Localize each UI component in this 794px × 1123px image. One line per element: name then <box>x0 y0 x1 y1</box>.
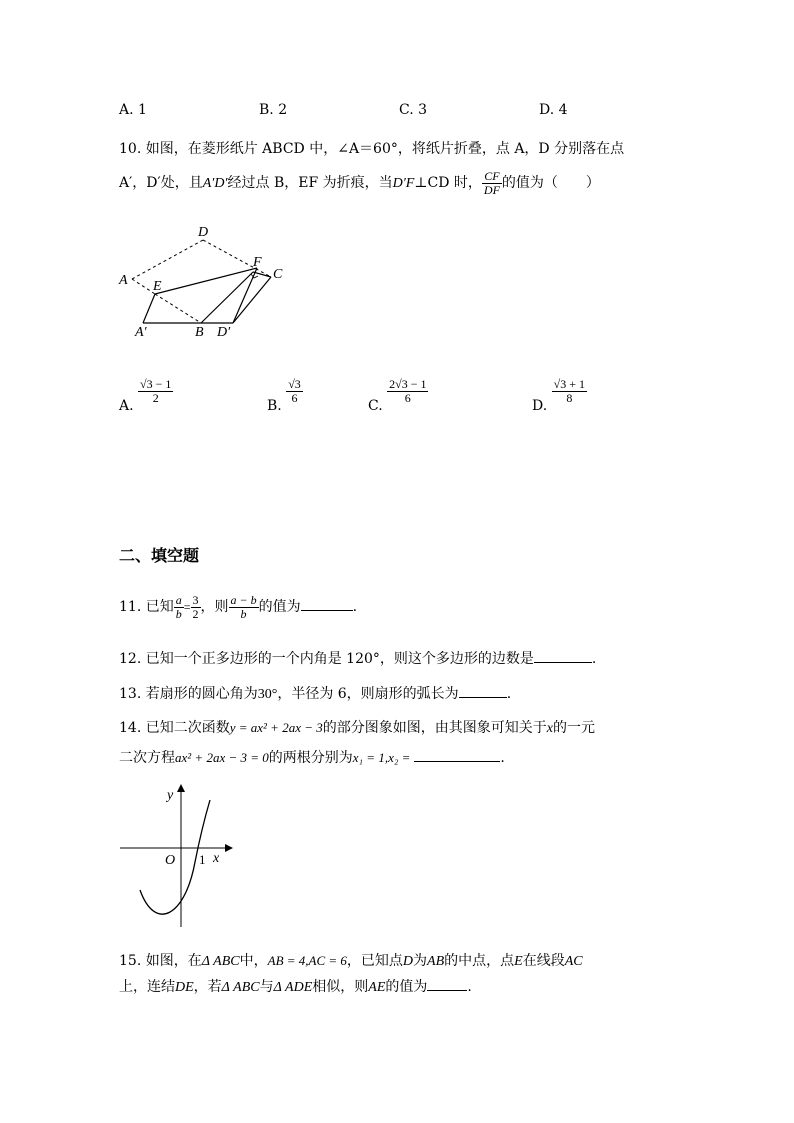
y-axis-arrow <box>177 784 185 792</box>
option-letter: A. <box>119 397 134 414</box>
answer-blank[interactable] <box>534 648 592 663</box>
question-text: ，半径为 6，则扇形的弧长为 <box>277 686 459 702</box>
q9-option-d <box>539 102 568 118</box>
question-text: 若扇形的圆心角为 <box>145 686 258 702</box>
answer-blank[interactable] <box>459 683 507 698</box>
option-letter: D. <box>539 102 555 118</box>
question-number: 10. <box>119 141 142 157</box>
question-text: 如图，在菱形纸片 ABCD 中，∠A＝60°，将纸片折叠，点 A，D 分别落在点 <box>145 141 625 157</box>
equals-sign: = <box>183 600 191 614</box>
q10-rhombus-figure <box>115 222 315 342</box>
punctuation: . <box>467 979 472 995</box>
math-segment: A′D′ <box>202 176 228 191</box>
q9-option-b <box>259 102 287 118</box>
question-text: ，若 <box>193 979 222 995</box>
question-text: 的值为（ ） <box>501 175 600 191</box>
q15-line2 <box>119 976 472 997</box>
option-fraction <box>387 378 428 405</box>
option-fraction <box>138 378 173 405</box>
edge-fc <box>253 272 271 277</box>
segment-ab: AB <box>427 954 445 969</box>
edge-bc <box>201 272 253 323</box>
q10-option-b <box>267 377 303 414</box>
question-text: 经过点 B，EF 为折痕，当 <box>227 175 393 191</box>
option-letter: B. <box>259 102 274 118</box>
question-text: 上，连结 <box>119 979 175 995</box>
fraction-denominator: 2 <box>152 391 159 405</box>
triangle-abc: Δ ABC <box>201 954 240 969</box>
answer-blank[interactable] <box>427 976 467 991</box>
question-text: 二次方程 <box>119 750 175 766</box>
answer-blank[interactable] <box>414 747 500 762</box>
question-text: 的中点，点 <box>444 953 515 969</box>
edge-ea1 <box>143 294 155 323</box>
punctuation: . <box>500 750 505 766</box>
question-text: ⊥CD 时， <box>414 175 482 191</box>
fraction-numerator: 3 <box>192 592 199 607</box>
q10-line2 <box>119 168 600 199</box>
fraction-numerator: √3 <box>288 377 301 391</box>
punctuation: . <box>506 686 512 702</box>
fold-line-ef <box>155 268 257 294</box>
segment-de: DE <box>175 980 194 995</box>
fraction-denominator: 6 <box>291 391 298 405</box>
option-fraction <box>552 378 587 405</box>
variable-x: x <box>546 721 553 736</box>
label-d: D <box>198 225 209 240</box>
fraction-denominator: 6 <box>404 391 411 405</box>
label-one: 1 <box>199 852 206 867</box>
question-text: 已知一个正多边形的一个内角是 120°，则这个多边形的边数是 <box>145 651 534 667</box>
question-number: 13. <box>119 686 142 702</box>
q10-option-c <box>368 377 428 414</box>
option-value: 4 <box>558 102 568 118</box>
fraction-denominator: DF <box>483 182 500 197</box>
dashed-edge-ad <box>132 240 203 279</box>
option-value: 3 <box>418 102 428 118</box>
fraction-denominator: 2 <box>192 606 199 621</box>
question-text: ，则 <box>200 599 229 615</box>
label-x: x <box>213 851 220 866</box>
question-text: 如图，在 <box>145 953 202 969</box>
label-c: C <box>273 267 283 282</box>
q10-line1 <box>119 140 624 158</box>
label-a: A <box>119 273 128 288</box>
label-a-prime: A′ <box>135 325 147 340</box>
roots-expression: x₁ = 1,x₂ = <box>352 750 411 765</box>
fraction-a-b <box>174 594 184 621</box>
fraction-numerator: √3 − 1 <box>140 377 172 391</box>
dashed-edge-eb <box>155 294 201 323</box>
fraction-cf-df <box>482 170 502 197</box>
question-text: 的两根分别为 <box>268 750 353 766</box>
question-text: 相似，则 <box>312 979 369 995</box>
point-e: E <box>514 954 523 969</box>
question-text: 的值为 <box>258 599 301 615</box>
question-text: ，已知点 <box>346 953 403 969</box>
label-f: F <box>253 255 262 270</box>
fraction-denominator: b <box>175 606 182 621</box>
question-text: 的部分图象如图，由其图象可知关于 <box>322 720 547 736</box>
equation-expression: ax² + 2ax − 3 = 0 <box>175 750 269 765</box>
point-d: D <box>402 954 414 969</box>
punctuation: . <box>352 599 358 615</box>
fraction-denominator: 8 <box>566 391 573 405</box>
segment-ac: AC <box>564 954 583 969</box>
question-text: 与 <box>259 979 274 995</box>
fraction-numerator: a <box>175 592 182 607</box>
fraction-numerator: CF <box>482 170 502 184</box>
fraction-a-minus-b-over-b <box>229 594 259 621</box>
q14-line1 <box>119 719 595 738</box>
q14-line2 <box>119 747 505 767</box>
label-origin: O <box>165 853 176 868</box>
triangle-ade: Δ ADE <box>273 980 313 995</box>
q10-option-d <box>532 377 587 414</box>
question-text: 的一元 <box>552 720 595 736</box>
question-number: 11. <box>119 599 142 615</box>
option-value: 1 <box>138 102 147 118</box>
answer-blank[interactable] <box>301 596 353 611</box>
punctuation: . <box>591 651 597 667</box>
edge-d1f <box>233 268 257 323</box>
fraction-numerator: 2√3 − 1 <box>389 377 427 391</box>
q11-line <box>119 592 357 622</box>
question-text: 为 <box>413 953 428 969</box>
option-letter: A. <box>119 102 134 118</box>
section-title: 二、填空题 <box>119 546 200 565</box>
option-letter: B. <box>267 397 282 414</box>
angle-value: 30° <box>257 687 278 702</box>
math-segment: D′F <box>392 176 415 191</box>
function-expression: y = ax² + 2ax − 3 <box>229 720 323 735</box>
label-y: y <box>167 788 174 803</box>
fraction-numerator: a − b <box>230 592 257 607</box>
question-text: 已知 <box>145 599 174 615</box>
label-e: E <box>153 279 162 294</box>
q15-line1 <box>119 952 583 971</box>
q9-option-a <box>119 102 147 118</box>
question-number: 15. <box>119 953 142 969</box>
dashed-edge-ae <box>132 279 155 294</box>
option-value: 2 <box>278 102 288 118</box>
fraction-denominator: b <box>240 606 247 621</box>
question-text: 中， <box>239 953 268 969</box>
option-letter: C. <box>399 102 414 118</box>
segment-ae: AE <box>368 980 386 995</box>
option-fraction <box>286 378 303 405</box>
question-number: 14. <box>119 720 142 736</box>
option-letter: C. <box>368 397 383 414</box>
question-text: 的值为 <box>385 979 428 995</box>
question-text: 已知二次函数 <box>145 720 230 736</box>
condition-expression: AB = 4,AC = 6 <box>267 953 347 968</box>
q10-option-a <box>119 377 173 414</box>
option-letter: D. <box>532 397 548 414</box>
fraction-numerator: √3 + 1 <box>553 377 585 391</box>
edge-cd1 <box>233 277 271 323</box>
fraction-3-2 <box>191 594 201 621</box>
question-number: 12. <box>119 651 142 667</box>
triangle-abc: Δ ABC <box>221 980 260 995</box>
q13-line <box>119 683 511 704</box>
q12-line <box>119 648 596 668</box>
question-text: 在线段 <box>522 953 565 969</box>
label-d-prime: D′ <box>217 325 231 340</box>
q9-option-c <box>399 102 427 118</box>
x-axis-arrow <box>225 844 233 852</box>
question-text: A′，D′处，且 <box>119 175 203 191</box>
q14-parabola-graph <box>115 782 235 927</box>
label-b: B <box>195 325 204 340</box>
